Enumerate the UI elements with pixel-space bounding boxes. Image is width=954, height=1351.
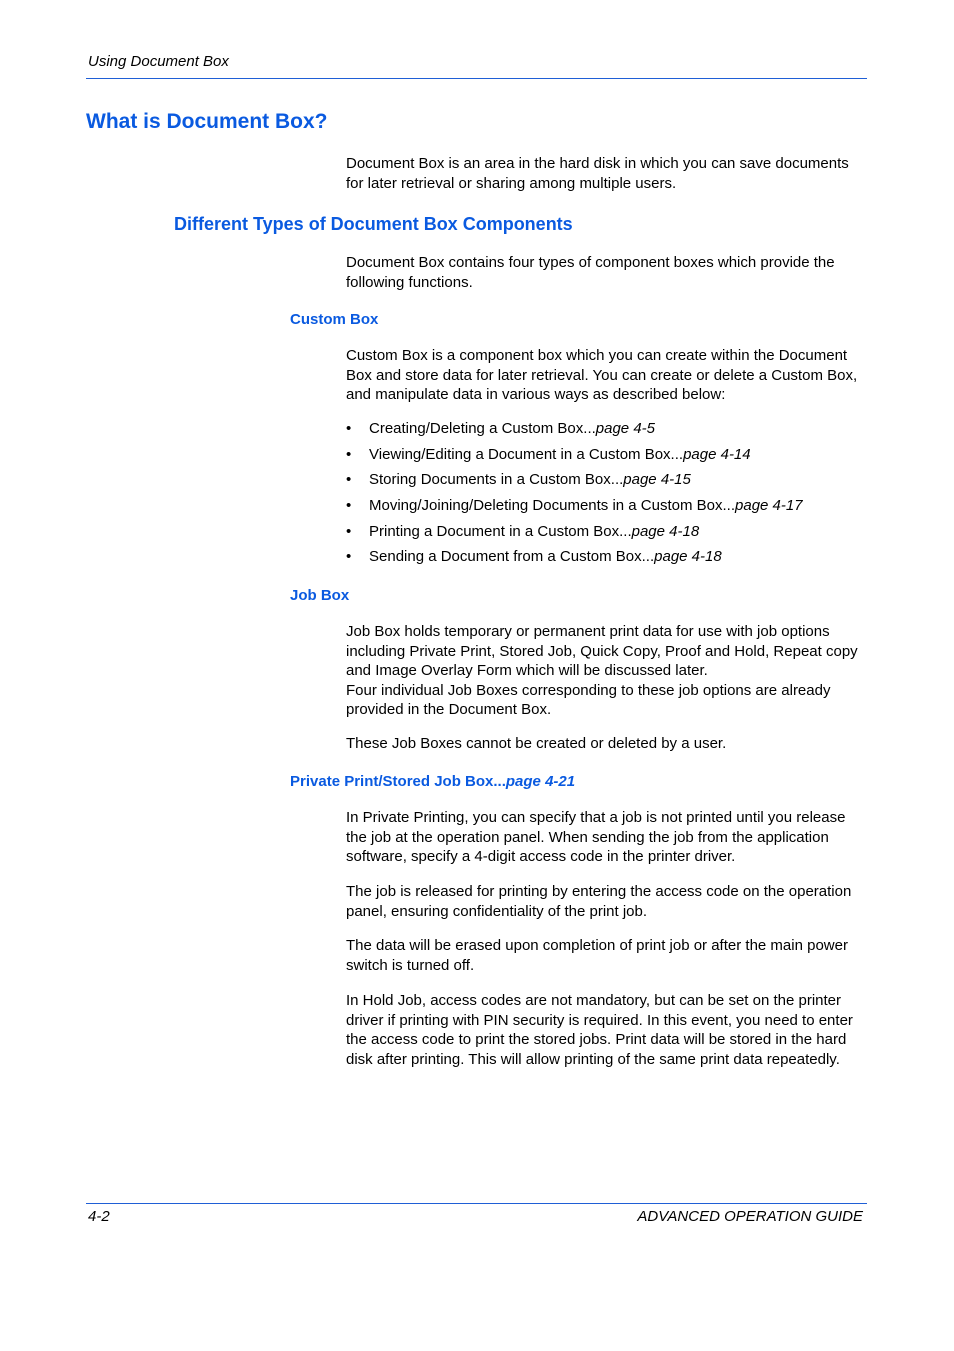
section-title: What is Document Box? xyxy=(86,110,328,133)
list-item-label: Storing Documents in a Custom Box... xyxy=(369,471,624,489)
private-print-heading-label: Private Print/Stored Job Box... xyxy=(290,773,506,790)
list-item xyxy=(346,419,866,445)
private-print-para-3: The data will be erased upon completion of print job or after the main power switch is turned off. xyxy=(346,937,848,974)
job-box-heading: Job Box xyxy=(290,587,350,604)
list-item xyxy=(346,547,866,573)
private-print-para-2: The job is released for printing by entering the access code on the operation panel, ensuring confidentiality of the print job. xyxy=(346,883,852,920)
job-box-text-2: Four individual Job Boxes corresponding to these job options are already provided in the Document Box. xyxy=(346,681,831,718)
list-item-label: Creating/Deleting a Custom Box... xyxy=(369,420,596,437)
private-print-para-1: In Private Printing, you can specify that a job is not printed until you release the job at the operation panel. When sending the job from the application software, specify a 4-digit access code in the printer driver. xyxy=(346,809,846,865)
subsection-intro: Document Box contains four types of component boxes which provide the following functions. xyxy=(346,254,835,291)
list-item xyxy=(346,445,866,471)
job-box-text-1: Job Box holds temporary or permanent print data for use with job options including Private Print, Stored Job, Quick Copy, Proof and Hold, Repeat copy and Image Overlay Form which will be discussed later. xyxy=(346,623,858,679)
list-item xyxy=(346,470,866,496)
list-item-label: Viewing/Editing a Document in a Custom Box... xyxy=(369,445,684,463)
list-item xyxy=(346,496,866,522)
bullet: • xyxy=(346,548,352,566)
subsection-title: Different Types of Document Box Components xyxy=(174,214,573,234)
footer-rule xyxy=(86,1203,867,1204)
list-item-label: Printing a Document in a Custom Box... xyxy=(369,522,632,540)
page-reference: page 4-17 xyxy=(735,497,803,515)
page-reference: page 4-15 xyxy=(623,471,691,489)
bullet: • xyxy=(346,522,352,540)
page-reference: page 4-18 xyxy=(631,522,700,540)
list-item-label: Moving/Joining/Deleting Documents in a Custom Box... xyxy=(369,497,736,515)
custom-box-heading: Custom Box xyxy=(290,311,379,328)
page-reference: page 4-18 xyxy=(654,548,722,566)
bullet: • xyxy=(346,471,352,489)
custom-box-text: Custom Box is a component box which you can create within the Document Box and store data for later retrieval. You can create or delete a Custom Box, and manipulate data in various ways as described below: xyxy=(346,347,858,403)
bullet: • xyxy=(346,445,352,463)
private-print-heading xyxy=(290,773,575,790)
page-reference: page 4-14 xyxy=(683,445,751,463)
page-reference: page 4-5 xyxy=(595,420,655,437)
list-item-label: Sending a Document from a Custom Box... xyxy=(369,548,655,566)
job-box-text-3: These Job Boxes cannot be created or deleted by a user. xyxy=(346,735,727,752)
page-reference: page 4-21 xyxy=(505,773,576,790)
running-header: Using Document Box xyxy=(88,53,229,70)
job-box-text xyxy=(346,622,866,720)
page-number: 4-2 xyxy=(88,1208,110,1225)
guide-title: ADVANCED OPERATION GUIDE xyxy=(637,1208,863,1225)
bullet: • xyxy=(346,420,352,437)
section-intro: Document Box is an area in the hard disk in which you can save documents for later retrieval or sharing among multiple users. xyxy=(346,155,849,192)
header-rule xyxy=(86,78,867,79)
bullet: • xyxy=(346,497,352,515)
private-print-para-4: In Hold Job, access codes are not mandatory, but can be set on the printer driver if printing with PIN security is required. In this event, you need to enter the access code to print the stored jobs. Print data will be stored in the hard disk after printing. This will allow printing of the same print data repeatedly. xyxy=(346,992,853,1068)
custom-box-feature-list xyxy=(346,419,866,573)
list-item xyxy=(346,522,866,548)
